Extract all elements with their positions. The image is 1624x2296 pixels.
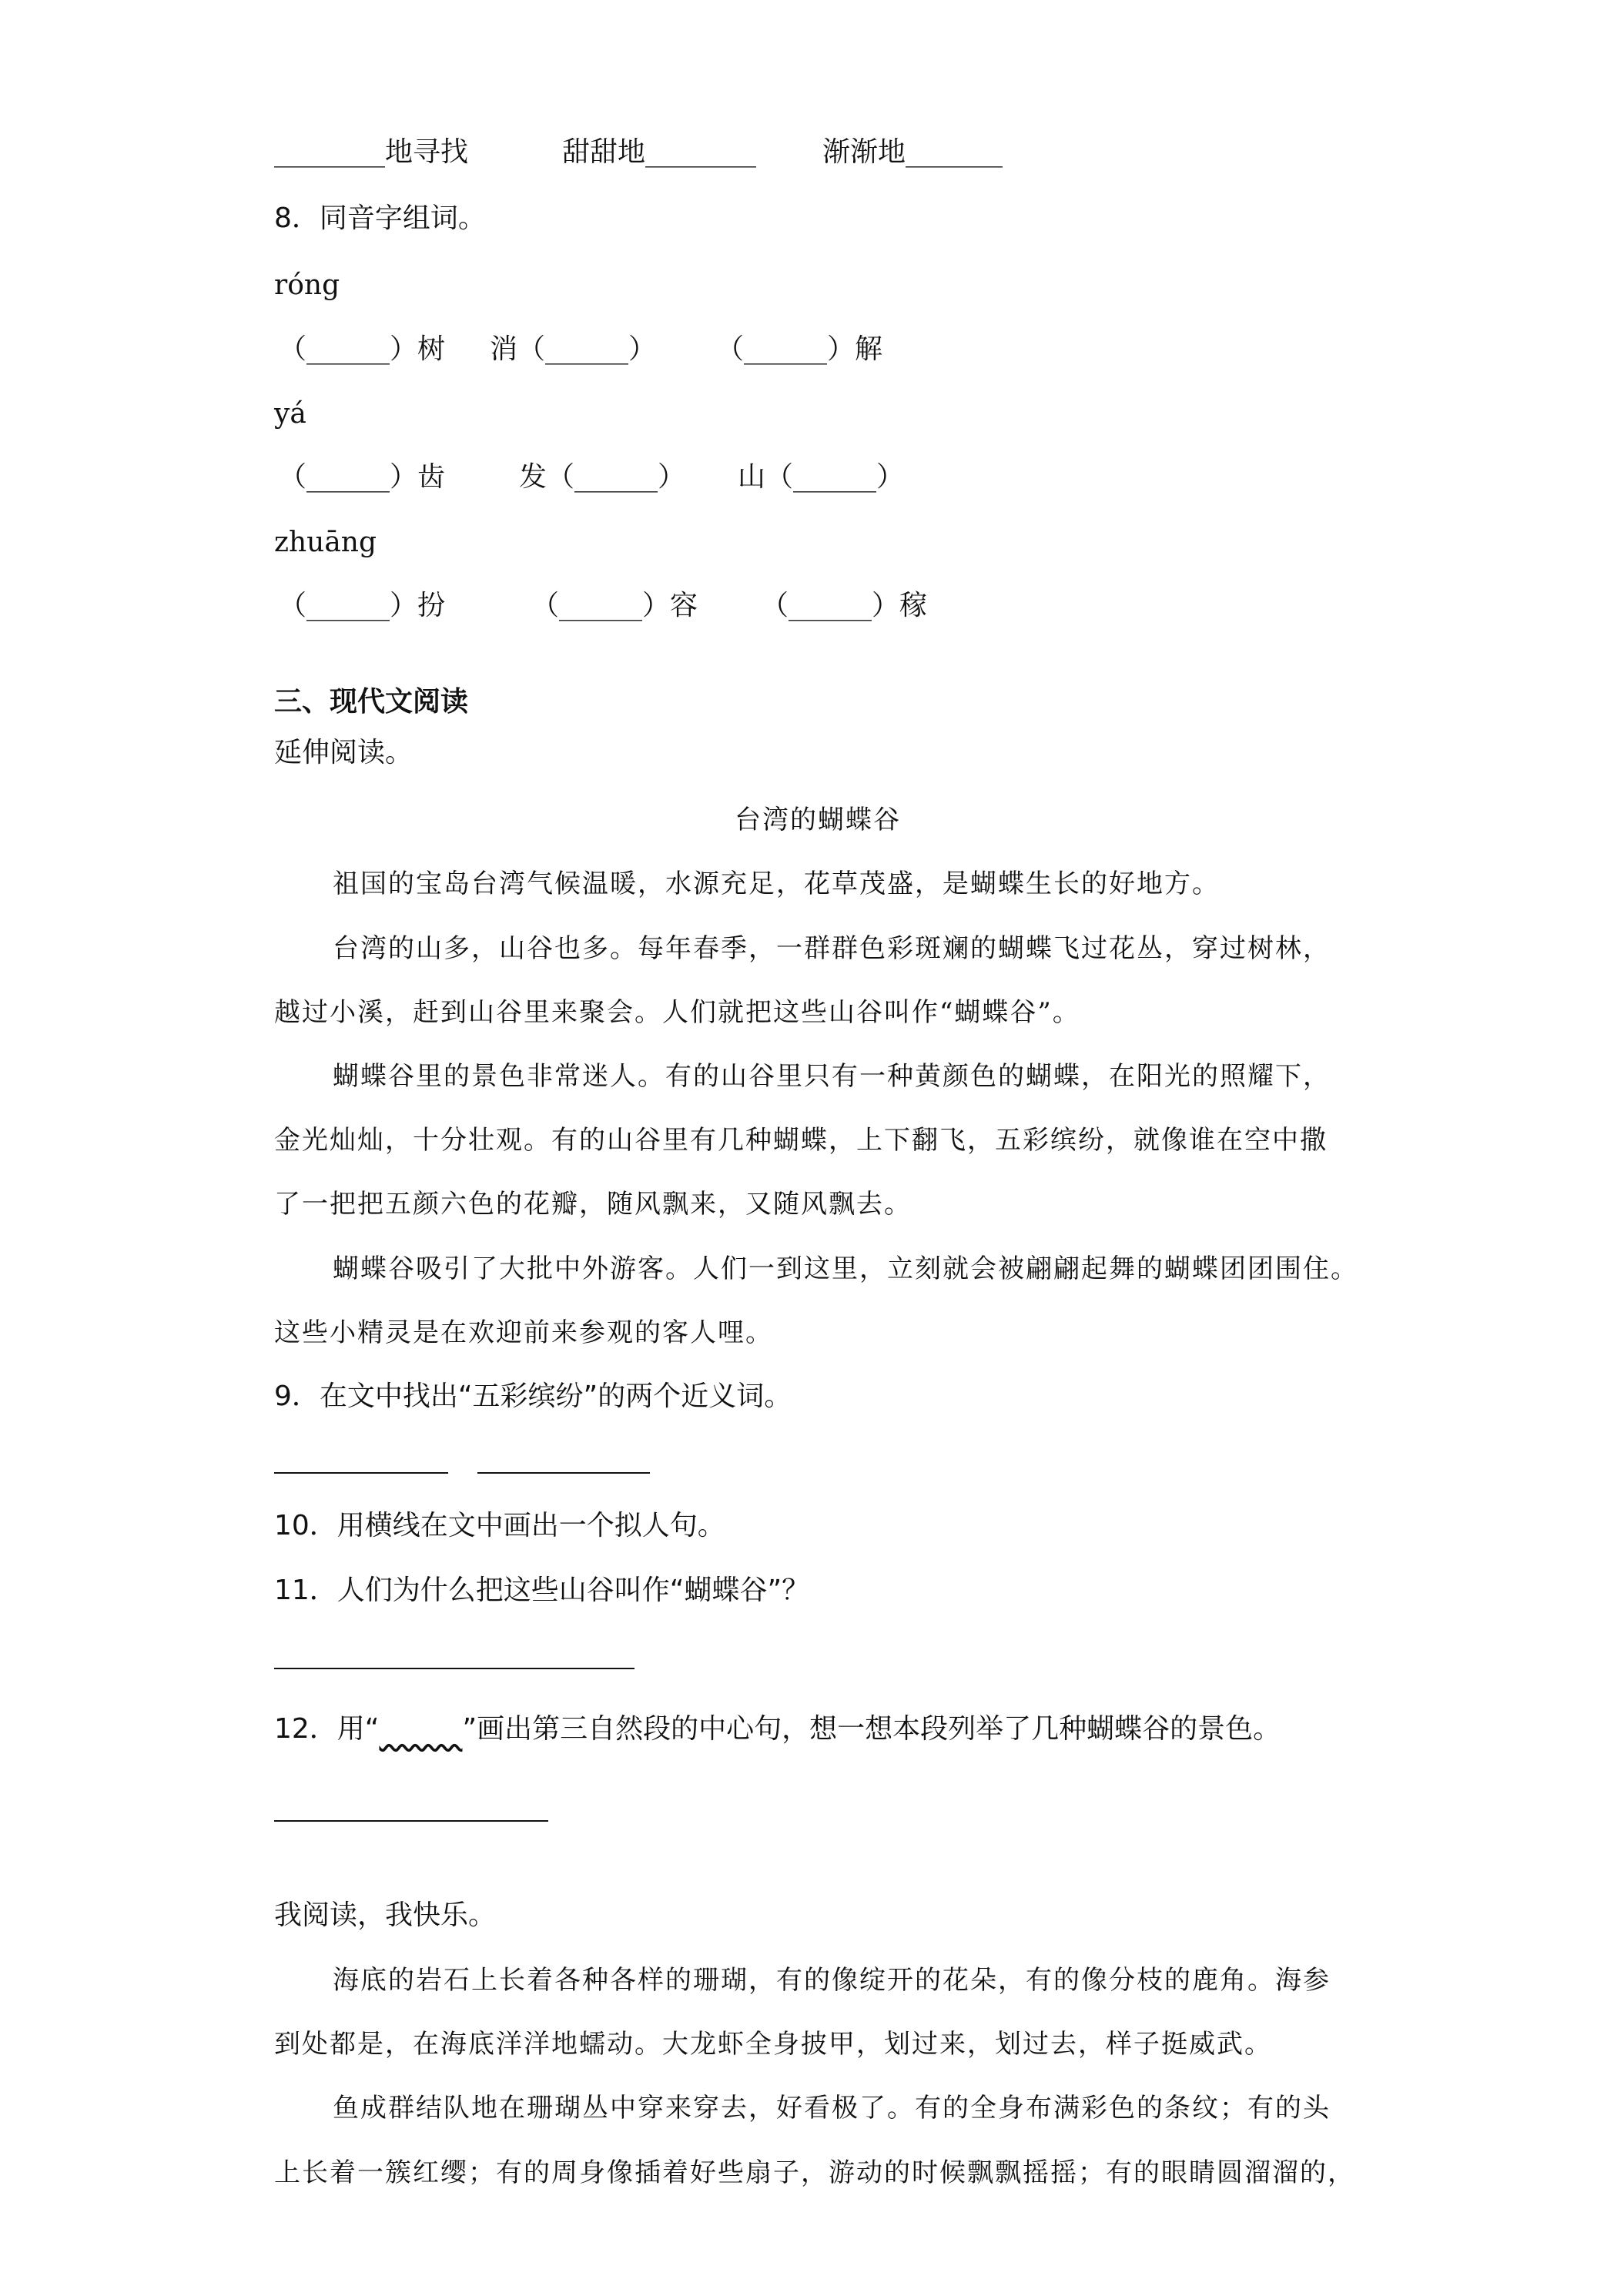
- q12-wavy-mark: [379, 1713, 462, 1745]
- article-line: 祖国的宝岛台湾气候温暖，水源充足，花草茂盛，是蝴蝶生长的好地方。: [333, 869, 1220, 899]
- pinyin-zhuang: zhuāng: [274, 527, 377, 558]
- article-title: 台湾的蝴蝶谷: [735, 805, 901, 835]
- q8-ya-2: 发（______）: [519, 461, 686, 493]
- q8-zhuang-1: （______）扮: [279, 590, 446, 621]
- article-line: 蝴蝶谷吸引了大批中外游客。人们一到这里，立刻就会被翩翩起舞的蝴蝶团团围住。: [333, 1253, 1358, 1284]
- article-line: 越过小溪，赶到山谷里来聚会。人们就把这些山谷叫作“蝴蝶谷”。: [274, 997, 1080, 1028]
- pinyin-ya: yá: [274, 398, 306, 430]
- article-line: 蝴蝶谷里的景色非常迷人。有的山谷里只有一种黄颜色的蝴蝶，在阳光的照耀下，: [333, 1061, 1331, 1092]
- q8-ya-1: （______）齿: [279, 461, 446, 493]
- q9-answer-blank-1[interactable]: [274, 1472, 448, 1474]
- q11-answer-blank[interactable]: [274, 1668, 635, 1669]
- q8-zhuang-3: （______）稼: [761, 590, 928, 621]
- q8-rong-3: （______）解: [716, 333, 883, 365]
- section-3-intro: 延伸阅读。: [274, 737, 414, 768]
- reading-2-line: 到处都是，在海底洋洋地蠕动。大龙虾全身披甲，划过来，划过去，样子挺威武。: [274, 2029, 1272, 2060]
- q9-text: 9．在文中找出“五彩缤纷”的两个近义词。: [274, 1381, 792, 1412]
- q8-rong-1: （______）树: [279, 333, 446, 365]
- word-item-2: 甜甜地________: [562, 136, 757, 168]
- q12-answer-blank[interactable]: [274, 1820, 548, 1822]
- q9-answer-blank-2[interactable]: [477, 1472, 650, 1474]
- reading-2-line: 海底的岩石上长着各种各样的珊瑚，有的像绽开的花朵，有的像分枝的鹿角。海参: [333, 1965, 1331, 1996]
- q8-title: 8．同音字组词。: [274, 202, 486, 234]
- q12-text: [274, 1712, 1281, 1746]
- q10-text: 10．用横线在文中画出一个拟人句。: [274, 1510, 725, 1541]
- article-line: 这些小精灵是在欢迎前来参观的客人哩。: [274, 1317, 773, 1348]
- reading-2-line: 上长着一簇红缨；有的周身像插着好些扇子，游动的时候飘飘摇摇；有的眼睛圆溜溜的，: [274, 2157, 1355, 2188]
- q8-rong-2: 消（______）: [490, 333, 657, 365]
- article-line: 了一把把五颜六色的花瓣，随风飘来，又随风飘去。: [274, 1189, 912, 1220]
- q12-prefix: 12．用“: [274, 1713, 380, 1745]
- word-item-3: 渐渐地_______: [822, 136, 1003, 168]
- word-item-1: ________地寻找: [274, 136, 469, 168]
- article-line: 金光灿灿，十分壮观。有的山谷里有几种蝴蝶，上下翻飞，五彩缤纷，就像谁在空中撒: [274, 1125, 1328, 1156]
- reading-2-line: 鱼成群结队地在珊瑚丛中穿来穿去，好看极了。有的全身布满彩色的条纹；有的头: [333, 2093, 1331, 2124]
- q8-zhuang-2: （______）容: [531, 590, 698, 621]
- q12-suffix: ”画出第三自然段的中心句，想一想本段列举了几种蝴蝶谷的景色。: [462, 1713, 1281, 1745]
- q8-ya-3: 山（______）: [738, 461, 905, 493]
- q11-text: 11．人们为什么把这些山谷叫作“蝴蝶谷”？: [274, 1575, 810, 1606]
- section-3-heading: 三、现代文阅读: [274, 686, 469, 718]
- reading-2-intro: 我阅读，我快乐。: [274, 1899, 497, 1931]
- pinyin-rong: róng: [274, 269, 340, 301]
- article-line: 台湾的山多，山谷也多。每年春季，一群群色彩斑斓的蝴蝶飞过花丛，穿过树林，: [333, 933, 1331, 964]
